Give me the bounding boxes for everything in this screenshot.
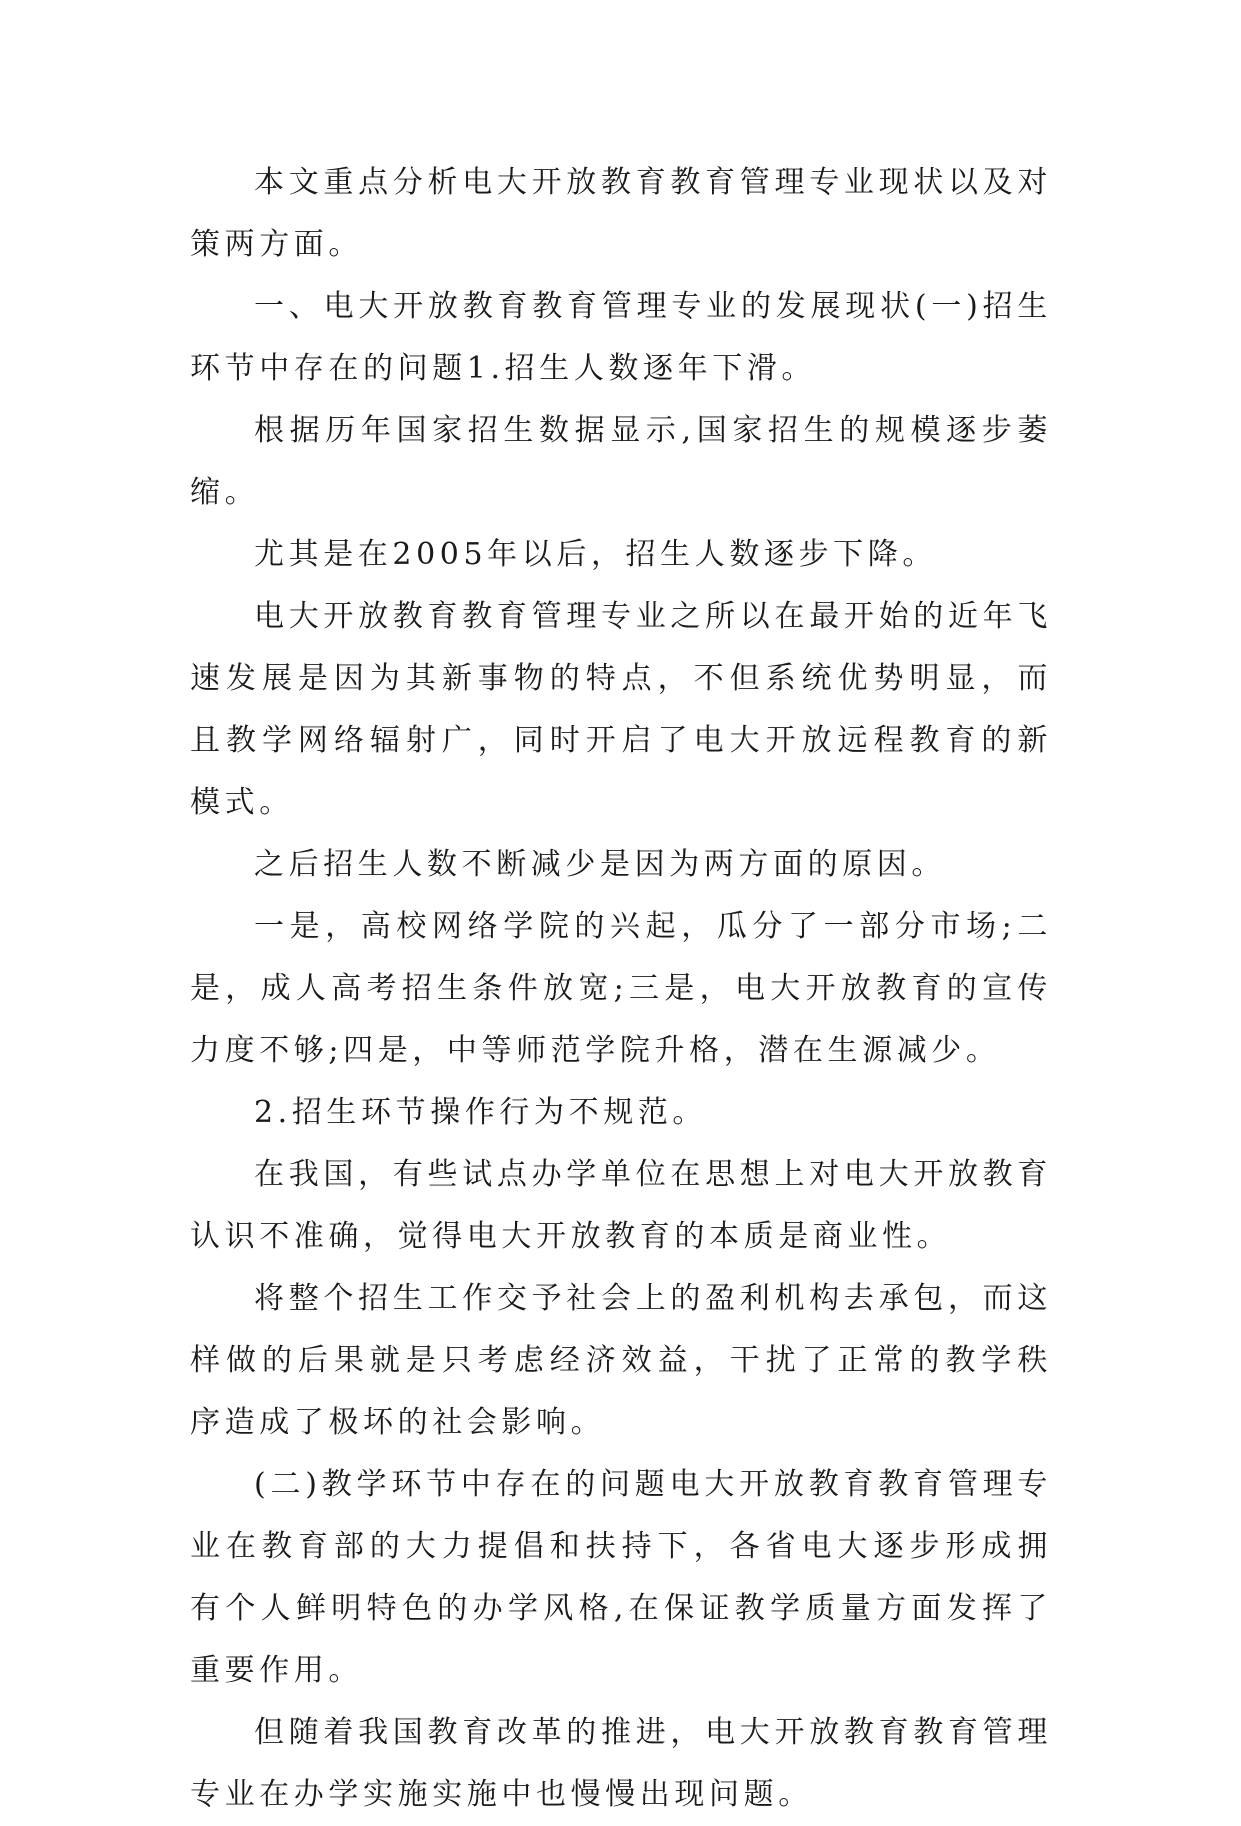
paragraph: 本文重点分析电大开放教育教育管理专业现状以及对策两方面。 xyxy=(190,165,1052,262)
paragraph: (二)教学环节中存在的问题电大开放教育教育管理专业在教育部的大力提倡和扶持下，各省电大逐步形成拥有个人鲜明特色的办学风格,在保证教学质量方面发挥了重要作用。 xyxy=(190,1467,1052,1688)
document-body xyxy=(190,152,1052,1826)
paragraph: 尤其是在2005年以后，招生人数逐步下降。 xyxy=(254,537,937,572)
paragraph: 一是，高校网络学院的兴起，瓜分了一部分市场;二是，成人高考招生条件放宽;三是，电大开放教育的宣传力度不够;四是，中等师范学院升格，潜在生源减少。 xyxy=(190,909,1052,1068)
paragraph: 一、电大开放教育教育管理专业的发展现状(一)招生环节中存在的问题1.招生人数逐年下滑。 xyxy=(190,289,1052,386)
paragraph: 根据历年国家招生数据显示,国家招生的规模逐步萎缩。 xyxy=(190,413,1052,510)
paragraph: 电大开放教育教育管理专业之所以在最开始的近年飞速发展是因为其新事物的特点，不但系统优势明显，而且教学网络辐射广，同时开启了电大开放远程教育的新模式。 xyxy=(190,599,1052,820)
paragraph: 2.招生环节操作行为不规范。 xyxy=(254,1095,708,1130)
paragraph: 在我国，有些试点办学单位在思想上对电大开放教育认识不准确，觉得电大开放教育的本质是商业性。 xyxy=(190,1157,1052,1254)
paragraph: 之后招生人数不断减少是因为两方面的原因。 xyxy=(254,847,946,882)
paragraph: 但随着我国教育改革的推进，电大开放教育教育管理专业在办学实施实施中也慢慢出现问题。 xyxy=(190,1715,1052,1812)
paragraph: 将整个招生工作交予社会上的盈利机构去承包，而这样做的后果就是只考虑经济效益，干扰了正常的教学秩序造成了极坏的社会影响。 xyxy=(190,1281,1052,1440)
